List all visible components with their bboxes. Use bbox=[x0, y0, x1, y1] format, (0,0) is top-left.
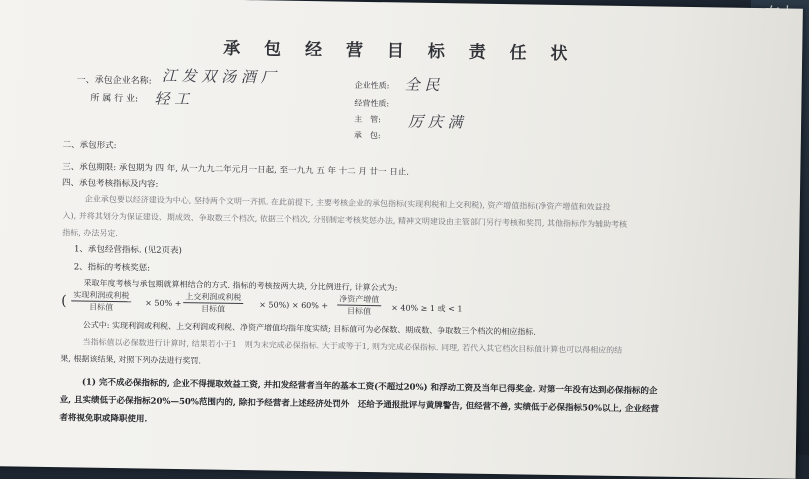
subsection-2: 2、指标的考核奖惩: bbox=[73, 262, 151, 274]
formula-open-paren: ( bbox=[61, 293, 67, 310]
section-indicators: 四、承包考核指标及内容: bbox=[61, 178, 159, 190]
enterprise-name-label: 一、承包企业名称: bbox=[76, 75, 152, 87]
fraction-2-denominator: 目标值 bbox=[201, 304, 226, 314]
formula-op-1: × 50% + bbox=[145, 298, 182, 309]
fraction-2-numerator: 上交利润或利税 bbox=[183, 291, 243, 304]
paragraph-4-line-2: 果, 根据该结果, 对照下列办法进行奖罚. bbox=[60, 354, 202, 366]
contractor-label: 承 包: bbox=[353, 130, 381, 141]
industry-value: 轻 工 bbox=[154, 89, 190, 109]
formula-op-2: × 50%) × 60% + bbox=[259, 300, 329, 311]
subsection-1: 1、承包经营指标. (见2页表) bbox=[73, 244, 182, 257]
industry-label: 所 属 行 业: bbox=[90, 93, 139, 105]
paragraph-4-line-1: 当指标值以必保数进行计算时, 结果若小于1 则为未完成必保指标. 大于或等于1, 则为完成必保指标. 同理, 若代入其它档次目标值计算也可以得相应的结 bbox=[82, 337, 623, 356]
paragraph-2: 采取年度考核与承包期就算相结合的方式. 指标的考核按两大块, 分比例进行, 计算公式为: bbox=[83, 278, 398, 293]
paragraph-3: 公式中: 实现利润或利税、上交利润或利税、净资产增值均指年度实绩; 目标值可为必保数、期成数、争取数三个档次的相应指标. bbox=[82, 320, 536, 337]
document-title: 承 包 经 营 目 标 责 任 状 bbox=[223, 38, 577, 65]
fraction-1-denominator: 目标值 bbox=[89, 302, 114, 313]
section-contract-term: 三、承包期限: 承包期为 四 年, 从一九九二年元月一日起, 至一九九 五 年 十二 月 廿一 日止. bbox=[62, 162, 410, 178]
fraction-3-denominator: 目标值 bbox=[347, 306, 372, 317]
formula-fraction-2 bbox=[183, 291, 243, 315]
paragraph-1-line-1: 企业承包要以经济建设为中心, 坚持两个文明一齐抓. 在此前提下, 主要考核企业的承包指标(实现利税和上交利税), 资产增值指标(净资产增值和效益投 bbox=[84, 194, 611, 212]
formula-op-3: × 40% ≥ 1 或 < 1 bbox=[391, 303, 463, 314]
section-contract-form: 二、承包形式: bbox=[62, 140, 117, 152]
paragraph-1-line-2: 入), 并将其划分为保证建设、期成效、争取数三个档次, 依据三个档次, 分别制定考核奖惩办法, 精神文明建设由主管部门另行考核和奖罚, 其他指标作为辅助考核 bbox=[62, 211, 628, 230]
management-form-label: 经营性质: bbox=[354, 98, 390, 109]
paragraph-5-line-3: 者将视免职或降职使用. bbox=[59, 413, 148, 425]
enterprise-nature-label: 企业性质: bbox=[354, 80, 390, 91]
paragraph-5-line-1: (1) 完不成必保指标的, 企业不得提取效益工资, 并扣发经营者当年的基本工资(不超过20%) 和浮动工资及当年已得奖金. 对第一年没有达到必保指标的企 bbox=[81, 377, 658, 397]
enterprise-name-value: 江 发 双 汤 酒 厂 bbox=[161, 66, 276, 87]
formula-fraction-1 bbox=[71, 289, 131, 313]
manager-signature: 厉 庆 满 bbox=[407, 112, 463, 132]
fraction-3-numerator: 净资产增值 bbox=[337, 294, 381, 307]
paragraph-1-line-3: 指标, 办法另定. bbox=[62, 228, 118, 239]
paragraph-5-line-2: 业, 且实绩低于必保指标20%—50%范围内的, 除扣予经营者上述经济处罚外 还给予通报批评与黄牌警告, 但经营不善, 实绩低于必保指标50%以上, 企业经营 bbox=[59, 395, 659, 415]
enterprise-nature-value: 全 民 bbox=[404, 75, 440, 95]
fraction-1-numerator: 实现利润或利税 bbox=[71, 289, 131, 302]
formula-fraction-3 bbox=[337, 294, 381, 318]
manager-label: 主 管: bbox=[354, 114, 381, 125]
